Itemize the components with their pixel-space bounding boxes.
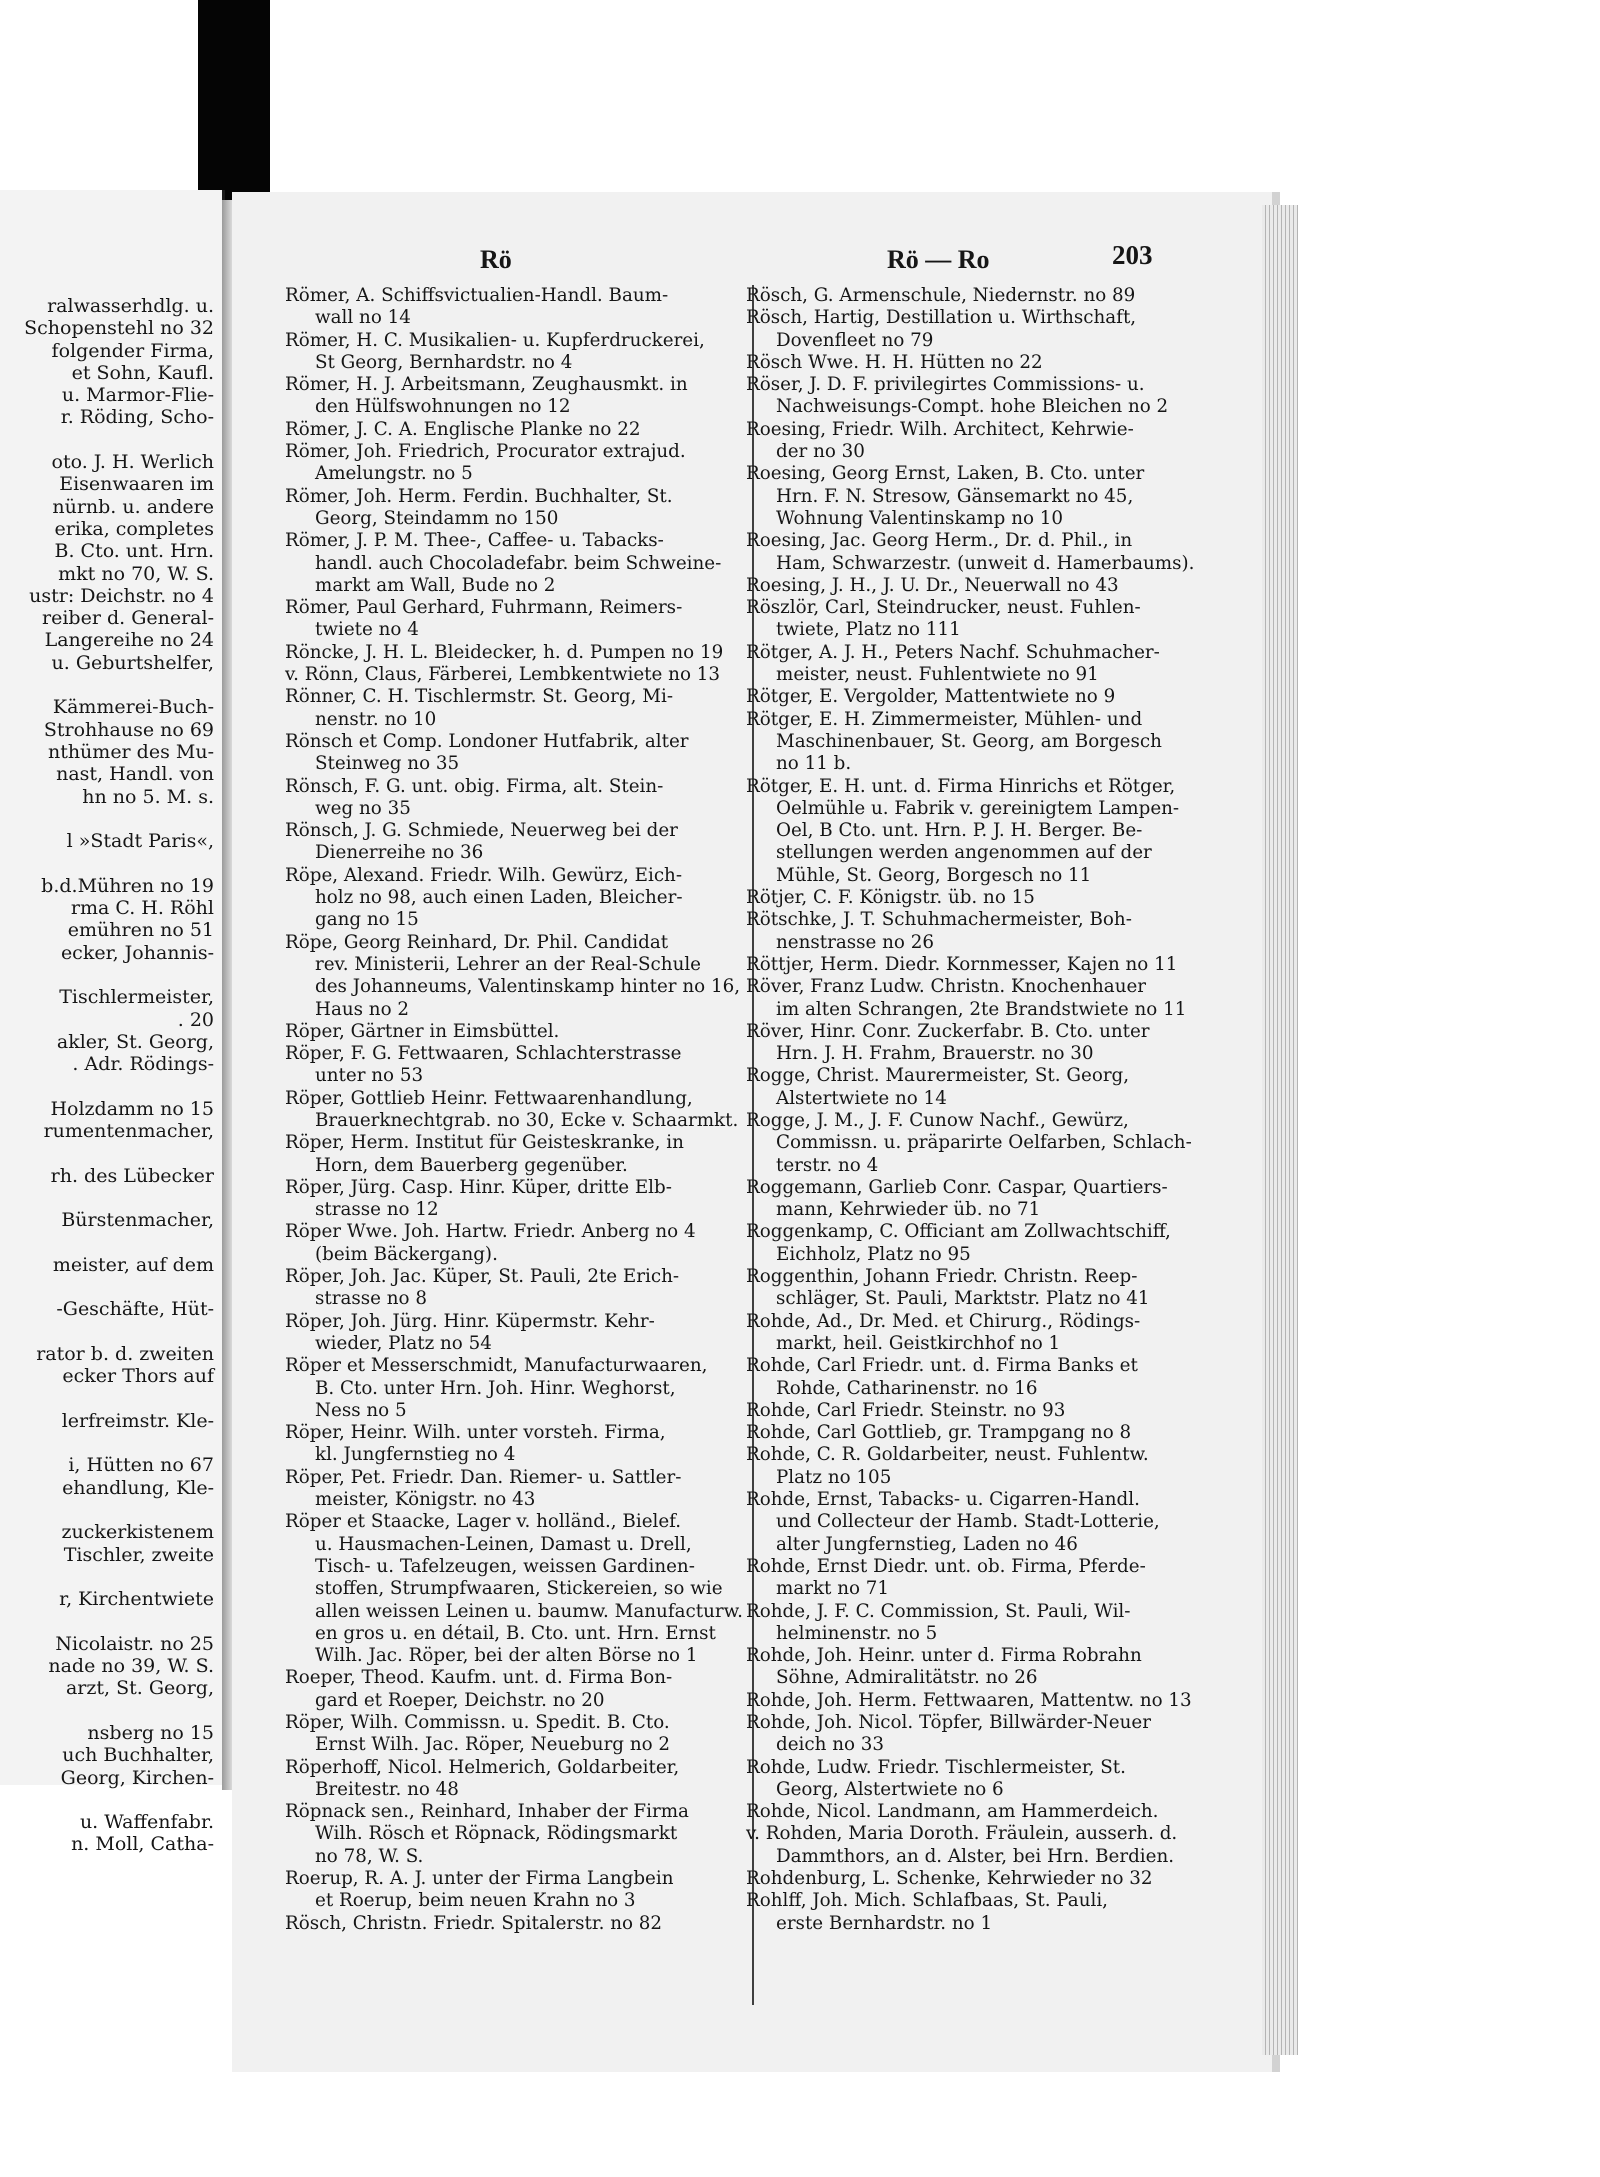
- directory-entry-line: Rötschke, J. T. Schuhmachermeister, Boh-: [746, 909, 1132, 931]
- left-page-line: n. Moll, Catha-: [71, 1833, 214, 1856]
- directory-entry-line: Oelmühle u. Fabrik v. gereinigtem Lampen-: [776, 797, 1180, 819]
- left-page-line: Tischlermeister,: [59, 986, 214, 1009]
- directory-entry-line: Dovenfleet no 79: [776, 329, 934, 351]
- directory-entry-line: Röver, Franz Ludw. Christn. Knochenhauer: [746, 976, 1147, 998]
- directory-entry-line: Rötger, E. H. Zimmermeister, Mühlen- und: [746, 708, 1143, 730]
- left-page-line: ustr: Deichstr. no 4: [29, 584, 214, 607]
- directory-entry-line: holz no 98, auch einen Laden, Bleicher-: [315, 887, 683, 909]
- directory-entry-line: Rötger, E. Vergolder, Mattentwiete no 9: [746, 686, 1116, 708]
- directory-entry-line: der no 30: [776, 441, 865, 463]
- left-page-line: r. Röding, Scho-: [60, 406, 214, 429]
- directory-entry-line: Rösch, Hartig, Destillation u. Wirthschaft,: [746, 307, 1137, 329]
- directory-entry-line: Röszlör, Carl, Steindrucker, neust. Fuhlen-: [746, 597, 1141, 619]
- directory-entry-line: Roesing, J. H., J. U. Dr., Neuerwall no 43: [746, 574, 1119, 596]
- directory-entry-line: no 78, W. S.: [315, 1845, 424, 1867]
- left-page-line: -Geschäfte, Hüt-: [56, 1298, 214, 1321]
- directory-entry-line: unter no 53: [315, 1065, 424, 1087]
- book-spine-shadow: [198, 0, 270, 215]
- left-page-line: [0, 1611, 220, 1633]
- directory-entry-line: Wilh. Jac. Röper, bei der alten Börse no 1: [315, 1645, 698, 1667]
- directory-entry-line: Röncke, J. H. L. Bleidecker, h. d. Pumpen no 19: [285, 641, 724, 663]
- left-page-line: u. Geburtshelfer,: [51, 651, 214, 674]
- left-page-line: . 20: [177, 1008, 214, 1031]
- directory-entry-line: erste Bernhardstr. no 1: [776, 1912, 993, 1934]
- left-page-line: emühren no 51: [67, 919, 214, 942]
- left-page-line: arzt, St. Georg,: [65, 1677, 214, 1700]
- directory-entry-line: twiete no 4: [315, 619, 419, 641]
- directory-entry-line: Röper, Heinr. Wilh. unter vorsteh. Firma,: [285, 1422, 666, 1444]
- directory-entry-line: Rohde, Ad., Dr. Med. et Chirurg., Rödings-: [746, 1310, 1141, 1332]
- left-page-line: . Adr. Rödings-: [72, 1053, 214, 1076]
- left-page-line: ehandlung, Kle-: [62, 1476, 214, 1499]
- directory-entry-line: Rösch, Christn. Friedr. Spitalerstr. no 82: [285, 1912, 663, 1934]
- directory-entry-line: u. Hausmachen-Leinen, Damast u. Drell,: [315, 1533, 692, 1555]
- directory-entry-line: Hrn. J. H. Frahm, Brauerstr. no 30: [776, 1043, 1094, 1065]
- directory-entry-line: Rönsch, J. G. Schmiede, Neuerweg bei der: [285, 820, 678, 842]
- directory-entry-line: strasse no 8: [315, 1288, 427, 1310]
- directory-entry-line: wieder, Platz no 54: [315, 1332, 492, 1354]
- left-page-line: Strohhause no 69: [43, 718, 214, 741]
- directory-entry-line: Wilh. Rösch et Röpnack, Rödingsmarkt: [315, 1823, 678, 1845]
- left-page-line: meister, auf dem: [52, 1253, 214, 1276]
- directory-entry-line: Röper, Pet. Friedr. Dan. Riemer- u. Sattler-: [285, 1466, 682, 1488]
- directory-entry-line: Rötger, E. H. unt. d. Firma Hinrichs et Rötger,: [746, 775, 1176, 797]
- left-page-line: [0, 1142, 220, 1164]
- left-page-line: hn no 5. M. s.: [82, 785, 214, 808]
- left-page-line: akler, St. Georg,: [56, 1030, 214, 1053]
- directory-entry-line: Alstertwiete no 14: [776, 1087, 947, 1109]
- left-page-line: [0, 1432, 220, 1454]
- left-page-line: erika, completes: [54, 517, 214, 540]
- left-page-text: [0, 295, 220, 1856]
- directory-entry-line: Rohde, Carl Gottlieb, gr. Trampgang no 8: [746, 1422, 1132, 1444]
- directory-entry-line: Röper Wwe. Joh. Hartw. Friedr. Anberg no 4: [285, 1221, 696, 1243]
- left-page-line: ecker Thors auf: [62, 1365, 214, 1388]
- left-page-line: [0, 964, 220, 986]
- directory-entry-line: v. Rönn, Claus, Färberei, Lembkentwiete no 13: [285, 664, 721, 686]
- directory-entry-line: Roggemann, Garlieb Conr. Caspar, Quartiers-: [746, 1176, 1168, 1198]
- left-page-line: [0, 1075, 220, 1097]
- left-page-line: B. Cto. unt. Hrn.: [54, 540, 214, 563]
- directory-entry-line: Rötger, A. J. H., Peters Nachf. Schuhmacher-: [746, 641, 1160, 663]
- left-page-line: lerfreimstr. Kle-: [61, 1409, 214, 1432]
- directory-entry-line: Rohde, C. R. Goldarbeiter, neust. Fuhlentw.: [746, 1444, 1149, 1466]
- directory-entry-line: Römer, Joh. Friedrich, Procurator extrajud.: [285, 441, 686, 463]
- directory-entry-line: nenstr. no 10: [315, 708, 437, 730]
- directory-entry-line: Rohde, Carl Friedr. Steinstr. no 93: [746, 1399, 1066, 1421]
- directory-entry-line: nenstrasse no 26: [776, 931, 934, 953]
- directory-entry-line: Maschinenbauer, St. Georg, am Borgesch: [776, 730, 1162, 752]
- directory-entry-line: und Collecteur der Hamb. Stadt-Lotterie,: [776, 1511, 1160, 1533]
- directory-entry-line: Römer, H. J. Arbeitsmann, Zeughausmkt. in: [285, 374, 688, 396]
- left-page-line: rator b. d. zweiten: [36, 1342, 214, 1365]
- page-edges: [1262, 205, 1298, 2055]
- directory-entry-line: alter Jungfernstieg, Laden no 46: [776, 1533, 1078, 1555]
- directory-entry-line: Rönner, C. H. Tischlermstr. St. Georg, Mi-: [285, 686, 673, 708]
- directory-entry-line: en gros u. en détail, B. Cto. unt. Hrn. Ernst: [315, 1622, 716, 1644]
- left-page-line: ecker, Johannis-: [60, 941, 214, 964]
- directory-entry-line: Tisch- u. Tafelzeugen, weissen Gardinen-: [315, 1555, 695, 1577]
- directory-entry-line: Ham, Schwarzestr. (unweit d. Hamerbaums).: [776, 552, 1195, 574]
- directory-entry-line: gang no 15: [315, 909, 419, 931]
- directory-entry-line: weg no 35: [315, 797, 411, 819]
- left-page-line: nsberg no 15: [87, 1722, 214, 1744]
- left-page-line: et Sohn, Kaufl.: [71, 361, 214, 384]
- left-page-line: mkt no 70, W. S.: [58, 562, 214, 585]
- running-header-left: Rö: [480, 245, 512, 274]
- directory-entry-line: twiete, Platz no 111: [776, 619, 961, 641]
- directory-entry-line: Rogge, J. M., J. F. Cunow Nachf., Gewürz,: [746, 1109, 1129, 1131]
- directory-entry-line: Hrn. F. N. Stresow, Gänsemarkt no 45,: [776, 485, 1134, 507]
- directory-entry-line: (beim Bäckergang).: [315, 1243, 498, 1265]
- directory-entry-line: Ernst Wilh. Jac. Röper, Neueburg no 2: [315, 1734, 671, 1756]
- directory-entry-line: Rohde, Ernst, Tabacks- u. Cigarren-Handl.: [746, 1489, 1140, 1511]
- directory-entry-line: Röperhoff, Nicol. Helmerich, Goldarbeiter,: [285, 1756, 680, 1778]
- directory-entry-line: Dammthors, an d. Alster, bei Hrn. Berdien.: [776, 1845, 1175, 1867]
- directory-entry-line: Römer, A. Schiffsvictualien-Handl. Baum-: [285, 285, 669, 306]
- directory-entry-line: Steinweg no 35: [315, 753, 460, 775]
- left-page-line: Langereihe no 24: [44, 629, 214, 652]
- directory-entry-line: Dienerreihe no 36: [315, 842, 484, 864]
- directory-entry-line: wall no 14: [315, 307, 411, 329]
- directory-entry-line: Commissn. u. präparirte Oelfarben, Schlach-: [776, 1132, 1192, 1154]
- directory-entry-line: Horn, dem Bauerberg gegenüber.: [315, 1154, 628, 1176]
- directory-column-right: [746, 285, 1246, 1935]
- directory-entry-line: St Georg, Bernhardstr. no 4: [315, 351, 573, 373]
- left-page-line: [0, 1231, 220, 1253]
- left-page-line: [0, 674, 220, 696]
- directory-entry-line: Röttjer, Herm. Diedr. Kornmesser, Kajen no 11: [746, 953, 1178, 975]
- directory-column-left: [285, 285, 747, 1935]
- left-page-line: uch Buchhalter,: [62, 1744, 214, 1767]
- directory-entry-line: allen weissen Leinen u. baumw. Manufacturw.: [315, 1600, 743, 1622]
- directory-entry-line: markt, heil. Geistkirchhof no 1: [776, 1332, 1061, 1354]
- running-header-center: Rö — Ro: [887, 245, 990, 274]
- left-page-line: rh. des Lübecker: [50, 1164, 214, 1187]
- directory-entry-line: Rohde, Carl Friedr. unt. d. Firma Banks et: [746, 1355, 1138, 1377]
- directory-entry-line: Oel, B Cto. unt. Hrn. P. J. H. Berger. Be-: [776, 820, 1143, 842]
- directory-entry-line: Rohde, Joh. Heinr. unter d. Firma Robrahn: [746, 1645, 1142, 1667]
- left-page-line: r, Kirchentwiete: [59, 1588, 214, 1611]
- directory-entry-line: Rohde, Ludw. Friedr. Tischlermeister, St.: [746, 1756, 1126, 1778]
- directory-entry-line: Rösch, G. Armenschule, Niedernstr. no 89: [746, 285, 1136, 306]
- directory-entry-line: strasse no 12: [315, 1199, 439, 1221]
- directory-entry-line: rev. Ministerii, Lehrer an der Real-Schule: [315, 953, 702, 975]
- directory-entry-line: Rohlff, Joh. Mich. Schlafbaas, St. Pauli,: [746, 1890, 1108, 1912]
- left-page-line: Eisenwaaren im: [59, 473, 214, 496]
- left-page-line: [0, 429, 220, 451]
- directory-entry-line: Platz no 105: [776, 1466, 892, 1488]
- left-page-line: Kämmerei-Buch-: [52, 696, 214, 719]
- directory-entry-line: meister, Königstr. no 43: [315, 1489, 536, 1511]
- directory-entry-line: no 11 b.: [776, 753, 852, 775]
- left-page-line: nthümer des Mu-: [47, 740, 214, 763]
- directory-entry-line: Breitestr. no 48: [315, 1778, 459, 1800]
- directory-entry-line: stoffen, Strumpfwaaren, Stickereien, so wie: [315, 1578, 723, 1600]
- directory-entry-line: Brauerknechtgrab. no 30, Ecke v. Schaarmkt.: [315, 1109, 739, 1131]
- directory-entry-line: Eichholz, Platz no 95: [776, 1243, 971, 1265]
- left-page-line: nürnb. u. andere: [52, 495, 214, 518]
- left-page-line: ralwasserhdlg. u.: [47, 295, 214, 317]
- directory-entry-line: Röper, Herm. Institut für Geisteskranke, in: [285, 1132, 684, 1154]
- directory-entry-line: deich no 33: [776, 1734, 885, 1756]
- directory-entry-line: markt no 71: [776, 1578, 890, 1600]
- left-page: [0, 190, 225, 1856]
- directory-entry-line: helminenstr. no 5: [776, 1622, 938, 1644]
- directory-entry-line: Rohdenburg, L. Schenke, Kehrwieder no 32: [746, 1868, 1153, 1890]
- directory-entry-line: Rohde, J. F. C. Commission, St. Pauli, Wil-: [746, 1600, 1131, 1622]
- directory-entry-line: Roerup, R. A. J. unter der Firma Langbein: [285, 1868, 674, 1890]
- directory-entry-line: Röper, Gottlieb Heinr. Fettwaarenhandlung,: [285, 1087, 693, 1109]
- directory-entry-line: Georg, Alstertwiete no 6: [776, 1778, 1004, 1800]
- directory-entry-line: stellungen werden angenommen auf der: [776, 842, 1152, 864]
- left-page-line: u. Waffenfabr.: [79, 1811, 214, 1834]
- directory-entry-line: Römer, Joh. Herm. Ferdin. Buchhalter, St.: [285, 485, 673, 507]
- directory-entry-line: Römer, J. C. A. Englische Planke no 22: [285, 418, 641, 440]
- left-page-line: folgender Firma,: [51, 339, 214, 362]
- directory-entry-line: Röper, Jürg. Casp. Hinr. Küper, dritte Elb-: [285, 1176, 672, 1198]
- left-page-line: nade no 39, W. S.: [48, 1655, 214, 1678]
- directory-entry-line: Söhne, Admiralitätstr. no 26: [776, 1667, 1038, 1689]
- directory-entry-line: Röser, J. D. F. privilegirtes Commissions- u.: [746, 374, 1145, 396]
- left-page-line: Holzdamm no 15: [50, 1097, 214, 1120]
- left-page-line: [0, 1499, 220, 1521]
- left-page-line: b.d.Mühren no 19: [41, 874, 214, 897]
- left-page-line: rma C. H. Röhl: [70, 897, 214, 920]
- directory-entry-line: Rogge, Christ. Maurermeister, St. Georg,: [746, 1065, 1130, 1087]
- directory-entry-line: Rohde, Ernst Diedr. unt. ob. Firma, Pferde-: [746, 1555, 1146, 1577]
- directory-entry-line: Haus no 2: [315, 998, 410, 1020]
- left-page-line: i, Hütten no 67: [68, 1454, 214, 1477]
- directory-entry-line: Röpe, Georg Reinhard, Dr. Phil. Candidat: [285, 931, 669, 953]
- left-page-line: u. Marmor-Flie-: [61, 384, 214, 407]
- left-page-line: [0, 1700, 220, 1722]
- left-page-line: Schopenstehl no 32: [24, 317, 214, 340]
- directory-entry-line: Röper et Messerschmidt, Manufacturwaaren,: [285, 1355, 708, 1377]
- directory-entry-line: Röpe, Alexand. Friedr. Wilh. Gewürz, Eich-: [285, 864, 683, 886]
- directory-entry-line: Ness no 5: [315, 1399, 407, 1421]
- directory-entry-line: Rönsch, F. G. unt. obig. Firma, alt. Stein-: [285, 775, 664, 797]
- directory-entry-line: Römer, Paul Gerhard, Fuhrmann, Reimers-: [285, 597, 683, 619]
- directory-entry-line: Roesing, Georg Ernst, Laken, B. Cto. unter: [746, 463, 1145, 485]
- directory-entry-line: Rohde, Joh. Nicol. Töpfer, Billwärder-Neuer: [746, 1712, 1151, 1733]
- left-page-line: Nicolaistr. no 25: [55, 1632, 214, 1655]
- directory-entry-line: gard et Roeper, Deichstr. no 20: [315, 1689, 605, 1711]
- directory-entry-line: Röper, Joh. Jac. Küper, St. Pauli, 2te Erich-: [285, 1266, 680, 1288]
- left-page-line: [0, 1566, 220, 1588]
- page-number: 203: [1112, 240, 1153, 270]
- directory-entry-line: Römer, H. C. Musikalien- u. Kupferdruckerei,: [285, 329, 705, 351]
- directory-entry-line: Roesing, Jac. Georg Herm., Dr. d. Phil., in: [746, 530, 1133, 552]
- directory-entry-line: handl. auch Chocoladefabr. beim Schweine-: [315, 552, 722, 574]
- directory-entry-line: Nachweisungs-Compt. hohe Bleichen no 2: [776, 396, 1169, 418]
- directory-entry-line: Rohde, Nicol. Landmann, am Hammerdeich.: [746, 1801, 1159, 1823]
- left-page-line: nast, Handl. von: [56, 763, 214, 786]
- directory-entry-line: Roesing, Friedr. Wilh. Architect, Kehrwie-: [746, 418, 1134, 440]
- directory-entry-line: Rösch Wwe. H. H. Hütten no 22: [746, 351, 1043, 373]
- directory-entry-line: et Roerup, beim neuen Krahn no 3: [315, 1890, 636, 1912]
- left-page-line: l »Stadt Paris«,: [66, 830, 214, 853]
- directory-entry-line: B. Cto. unter Hrn. Joh. Hinr. Weghorst,: [315, 1377, 676, 1399]
- directory-entry-line: Röper, Joh. Jürg. Hinr. Küpermstr. Kehr-: [285, 1310, 655, 1332]
- left-page-line: rumentenmacher,: [43, 1119, 214, 1142]
- left-page-line: Georg, Kirchen-: [60, 1766, 214, 1789]
- directory-entry-line: Röper, Wilh. Commissn. u. Spedit. B. Cto.: [285, 1712, 670, 1733]
- directory-entry-line: Röper, F. G. Fettwaaren, Schlachterstrasse: [285, 1043, 682, 1065]
- directory-entry-line: Rönsch et Comp. Londoner Hutfabrik, alter: [285, 730, 689, 752]
- left-page-line: [0, 1789, 220, 1811]
- directory-entry-line: mann, Kehrwieder üb. no 71: [776, 1199, 1041, 1221]
- directory-entry-line: Röpnack sen., Reinhard, Inhaber der Firma: [285, 1801, 689, 1823]
- left-page-line: [0, 1187, 220, 1209]
- left-page-line: [0, 1321, 220, 1343]
- directory-entry-line: Röper, Gärtner in Eimsbüttel.: [285, 1020, 560, 1042]
- directory-entry-line: Roeper, Theod. Kaufm. unt. d. Firma Bon-: [285, 1667, 673, 1689]
- directory-entry-line: des Johanneums, Valentinskamp hinter no 16,: [315, 976, 741, 998]
- left-page-line: zuckerkistenem: [61, 1521, 214, 1544]
- left-page-line: [0, 808, 220, 830]
- left-page-line: reiber d. General-: [42, 607, 214, 630]
- directory-entry-line: markt am Wall, Bude no 2: [315, 574, 556, 596]
- directory-entry-line: Rohde, Joh. Herm. Fettwaaren, Mattentw. no 13: [746, 1689, 1192, 1711]
- left-page-line: [0, 852, 220, 874]
- directory-entry-line: schläger, St. Pauli, Marktstr. Platz no 41: [776, 1288, 1150, 1310]
- directory-entry-line: Röper et Staacke, Lager v. holländ., Bielef.: [285, 1511, 682, 1533]
- left-page-line: [0, 1388, 220, 1410]
- left-page-line: oto. J. H. Werlich: [51, 451, 214, 474]
- directory-entry-line: im alten Schrangen, 2te Brandstwiete no 11: [776, 998, 1187, 1020]
- directory-entry-line: Rohde, Catharinenstr. no 16: [776, 1377, 1038, 1399]
- directory-entry-line: Rötjer, C. F. Königstr. üb. no 15: [746, 887, 1035, 909]
- directory-entry-line: Wohnung Valentinskamp no 10: [776, 507, 1064, 529]
- directory-entry-line: kl. Jungfernstieg no 4: [315, 1444, 516, 1466]
- directory-entry-line: Roggenkamp, C. Officiant am Zollwachtschiff,: [746, 1221, 1171, 1243]
- directory-entry-line: Georg, Steindamm no 150: [315, 507, 559, 529]
- left-page-line: Tischler, zweite: [63, 1543, 214, 1566]
- directory-entry-line: den Hülfswohnungen no 12: [315, 396, 571, 418]
- directory-entry-line: Mühle, St. Georg, Borgesch no 11: [776, 864, 1092, 886]
- directory-entry-line: Römer, J. P. M. Thee-, Caffee- u. Tabacks-: [285, 530, 664, 552]
- directory-entry-line: Amelungstr. no 5: [315, 463, 473, 485]
- directory-entry-line: Roggenthin, Johann Friedr. Christn. Reep-: [746, 1266, 1138, 1288]
- left-page-line: Bürstenmacher,: [61, 1209, 214, 1232]
- directory-entry-line: v. Rohden, Maria Doroth. Fräulein, ausserh. d.: [746, 1823, 1178, 1845]
- directory-entry-line: meister, neust. Fuhlentwiete no 91: [776, 664, 1099, 686]
- left-page-line: [0, 1276, 220, 1298]
- directory-entry-line: Röver, Hinr. Conr. Zuckerfabr. B. Cto. unter: [746, 1020, 1150, 1042]
- directory-entry-line: terstr. no 4: [776, 1154, 879, 1176]
